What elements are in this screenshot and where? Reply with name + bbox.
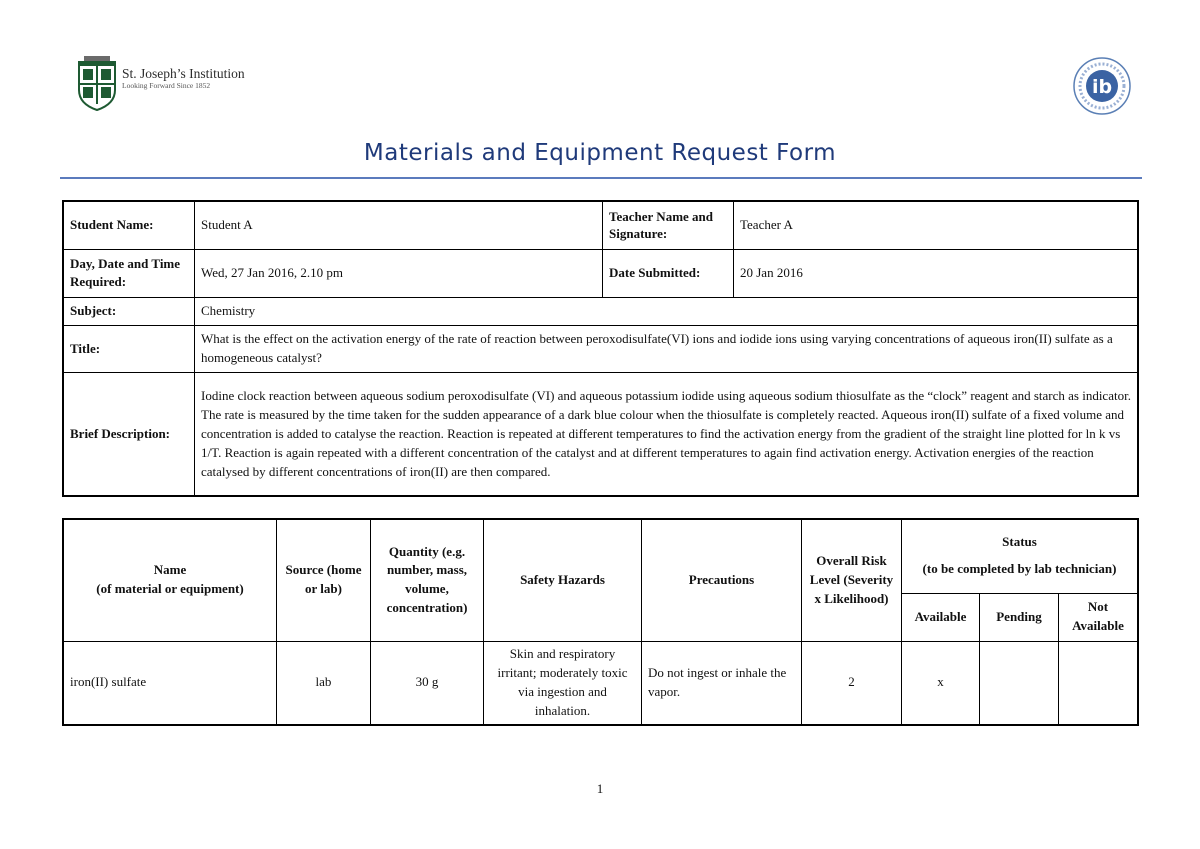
description-label: Brief Description: — [63, 372, 195, 496]
teacher-label: Teacher Name and Signature: — [603, 201, 734, 249]
col-header-quantity: Quantity (e.g. number, mass, volume, concentration) — [371, 519, 484, 641]
cell-source: lab — [277, 641, 371, 725]
info-row-title — [63, 325, 1138, 372]
col-header-name-sub: (of material or equipment) — [96, 581, 244, 597]
info-row-description — [63, 372, 1138, 496]
cell-name: iron(II) sulfate — [63, 641, 277, 725]
ib-logo-text: ib — [1091, 76, 1113, 98]
col-header-pending: Pending — [980, 593, 1059, 641]
info-row-subject — [63, 297, 1138, 325]
cell-hazards: Skin and respiratory irritant; moderately toxic via ingestion and inhalation. — [484, 641, 642, 725]
col-header-risk: Overall Risk Level (Severity x Likelihood) — [802, 519, 902, 641]
materials-table — [62, 518, 1139, 726]
cell-pending — [980, 641, 1059, 725]
title-label: Title: — [63, 325, 195, 372]
subject-value: Chemistry — [195, 297, 1139, 325]
col-header-status — [902, 519, 1139, 593]
school-name: St. Joseph’s Institution — [122, 66, 245, 81]
table-row — [63, 641, 1138, 725]
school-crest-icon — [76, 56, 118, 112]
ib-logo-icon — [1072, 56, 1132, 116]
col-header-precautions: Precautions — [642, 519, 802, 641]
student-name-value: Student A — [195, 201, 603, 249]
status-title: Status — [1002, 534, 1037, 550]
cell-precautions: Do not ingest or inhale the vapor. — [642, 641, 802, 725]
col-header-available: Available — [902, 593, 980, 641]
cell-quantity: 30 g — [371, 641, 484, 725]
subject-label: Subject: — [63, 297, 195, 325]
school-logo — [76, 56, 266, 112]
teacher-name-value: Teacher A — [734, 201, 1139, 249]
date-submitted-label: Date Submitted: — [603, 249, 734, 297]
cell-risk: 2 — [802, 641, 902, 725]
description-value: Iodine clock reaction between aqueous sodium peroxodisulfate (VI) and aqueous potassium iodide using aqueous sodium thiosulfate as the “clock” reagent and starch as indicator. The rate is measured by the time taken for the sudden appearance of a dark blue colour when the thiosulfate is completely reacted. Aqueous iron(II) sulfate of a fixed volume and concentration is added to catalyse the reaction. Reaction is repeated at different temperatures to find the activation energy from the gradient of the straight line plotted for ln k vs 1/T. Reaction is again repeated with a different concentration of the catalyst and at different temperatures to again find activation energy. Activation energies of the reaction catalysed by different concentrations of iron(II) are then compared. — [195, 372, 1139, 496]
col-header-source: Source (home or lab) — [277, 519, 371, 641]
col-header-name — [63, 519, 277, 641]
cell-not-available — [1059, 641, 1139, 725]
info-row-student — [63, 201, 1138, 249]
date-required-label: Day, Date and Time Required: — [63, 249, 195, 297]
materials-header-row — [63, 519, 1138, 593]
status-subtitle: (to be completed by lab technician) — [922, 561, 1117, 577]
col-header-hazards: Safety Hazards — [484, 519, 642, 641]
student-info-table — [62, 200, 1139, 497]
page-number: 1 — [596, 781, 604, 796]
title-divider — [60, 177, 1142, 179]
date-required-value: Wed, 27 Jan 2016, 2.10 pm — [195, 249, 603, 297]
student-name-label: Student Name: — [63, 201, 195, 249]
school-tagline: Looking Forward Since 1852 — [122, 81, 211, 90]
title-value: What is the effect on the activation energy of the rate of reaction between peroxodisulfate(VI) ions and iodide ions using varying concentrations of aqueous iron(II) sulfate as a homogeneous catalyst? — [195, 325, 1139, 372]
cell-available: x — [902, 641, 980, 725]
form-title: Materials and Equipment Request Form — [363, 140, 837, 166]
col-header-not-available: Not Available — [1059, 593, 1139, 641]
date-submitted-value: 20 Jan 2016 — [734, 249, 1139, 297]
col-header-name-title: Name — [153, 562, 187, 578]
info-row-date — [63, 249, 1138, 297]
